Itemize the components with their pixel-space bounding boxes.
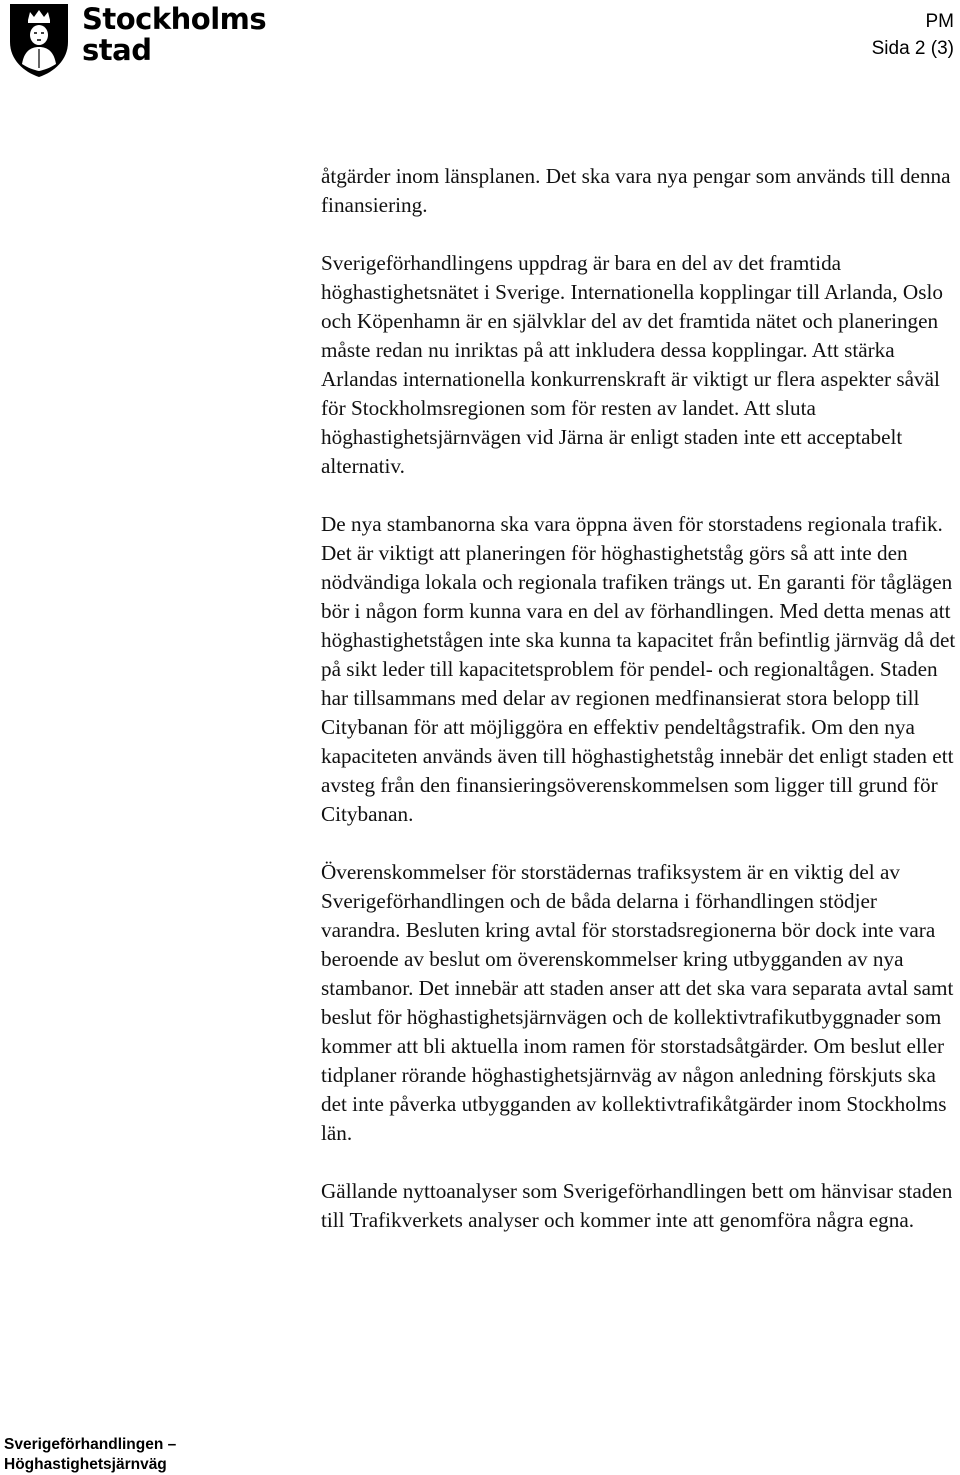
page-footer (4, 1435, 176, 1475)
logo-line-2: stad (82, 33, 152, 67)
logo (4, 0, 267, 80)
footer-line-1: Sverigeförhandlingen – (4, 1436, 177, 1453)
paragraph: åtgärder inom länsplanen. Det ska vara nya pengar som används till denna finansiering. (321, 164, 951, 217)
logo-wordmark (82, 4, 266, 66)
doc-type: PM (925, 11, 954, 32)
document-body (321, 162, 960, 1264)
page-header (872, 8, 954, 62)
paragraph: Sverigeförhandlingens uppdrag är bara en del av det framtida höghastighetsnätet i Sverige. Internationella kopplingar till Arlanda, Oslo och Köpenhamn är en självklar del av det framtida nätet och planeringen måste redan nu inriktas på att inkludera dessa kopplingar. Att stärka Arlandas internationella konkurrenskraft är viktigt ur flera aspekter såväl för Stockholmsregionen som för resten av landet. Att sluta höghastighetsjärnvägen vid Järna är enligt staden inte ett acceptabelt alternativ. (321, 251, 943, 478)
footer-line-2: Höghastighetsjärnväg (4, 1456, 167, 1473)
stockholm-crest-icon (8, 2, 70, 78)
logo-line-1: Stockholms (82, 2, 267, 36)
paragraph: De nya stambanorna ska vara öppna även för storstadens regionala trafik. Det är viktigt att planeringen för höghastighetståg görs så att inte den nödvändiga lokala och regionala trafiken trängs ut. En garanti för tåglägen bör i någon form kunna vara en del av förhandlingen. Med detta menas att höghastighetstågen inte ska kunna ta kapacitet från befintlig järnväg då det på sikt leder till kapacitetsproblem för pendel- och regionaltågen. Staden har tillsammans med delar av regionen medfinansierat stora belopp till Citybanan för att möjliggöra en effektiv pendeltågstrafik. Om den nya kapaciteten används även till höghastighetståg innebär det enligt staden ett avsteg från den finansieringsöverenskommelsen som ligger till grund för Citybanan. (321, 512, 956, 826)
paragraph: Överenskommelser för storstädernas trafiksystem är en viktig del av Sverigeförhandlingen och de båda delarna i förhandlingen stödjer varandra. Besluten kring avtal för storstadsregionerna bör dock inte vara beroende av beslut om överenskommelser kring utbygganden av nya stambanor. Det innebär att staden anser att det ska vara separata avtal samt beslut för höghastighetsjärnvägen och de kollektivtrafikutbyggnader som kommer att bli aktuella inom ramen för storstadsåtgärder. Om beslut eller tidplaner rörande höghastighetsjärnväg av någon anledning förskjuts ska det inte påverka utbygganden av kollektivtrafikåtgärder inom Stockholms län. (321, 860, 954, 1145)
paragraph: Gällande nyttoanalyser som Sverigeförhandlingen bett om hänvisar staden till Trafikverkets analyser och kommer inte att genomföra några egna. (321, 1179, 953, 1232)
page-number: Sida 2 (3) (871, 38, 954, 59)
